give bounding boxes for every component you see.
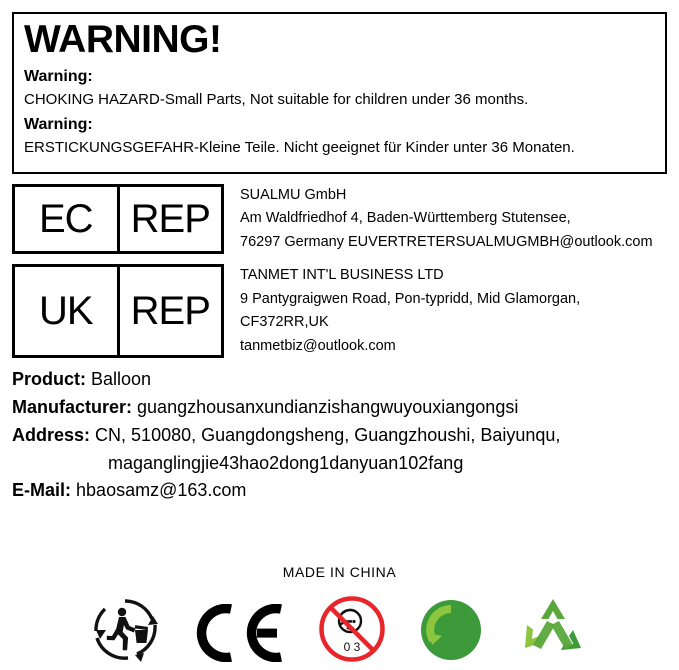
manufacturer-field [12, 394, 667, 421]
recycling-mobius-icon [517, 596, 589, 662]
ce-mark-icon [195, 604, 285, 662]
uk-rep-badge [12, 264, 224, 358]
warning-label-de: Warning: [24, 116, 93, 134]
compliance-symbols [0, 590, 679, 662]
green-dot-icon [419, 598, 483, 662]
uk-rep-line-2: 9 Pantygraigwen Road, Pon-typridd, Mid Glamorgan, CF372RR,UK [240, 290, 581, 331]
ec-rep-line-2: Am Waldfriedhof 4, Baden-Württemberg Stutensee, [240, 210, 571, 227]
email-value: hbaosamz@163.com [76, 480, 247, 501]
age-restriction-label: 0 3 [343, 640, 360, 654]
uk-rep-info [224, 264, 667, 358]
tidyman-icon [91, 596, 161, 662]
uk-rep-line-1: TANMET INT'L BUSINESS LTD [240, 267, 444, 284]
product-value: Balloon [91, 369, 152, 390]
product-field [12, 366, 667, 393]
uk-rep-badge-right: REP [130, 289, 210, 334]
ec-rep-badge-right: REP [130, 197, 210, 242]
address-value: CN, 510080, Guangdongsheng, Guangzhoushi, Baiyunqu, [95, 425, 561, 446]
address-value-line-2: maganglingjie43hao2dong1danyuan102fang [108, 453, 464, 474]
address-label: Address: [12, 425, 91, 446]
email-label: E-Mail: [12, 480, 72, 501]
email-field [12, 477, 667, 504]
address-field [12, 422, 667, 449]
warning-text-de: ERSTICKUNGSGEFAHR-Kleine Teile. Nicht geeignet für Kinder unter 36 Monaten. [24, 139, 575, 157]
manufacturer-value: guangzhousanxundianzishangwuyouxiangongsi [137, 397, 519, 418]
ec-rep-row [12, 184, 667, 254]
ec-rep-info [224, 184, 667, 254]
uk-rep-row [12, 264, 667, 358]
ec-rep-badge-left: EC [15, 187, 120, 251]
uk-rep-badge-left: UK [15, 267, 120, 355]
warning-label-en: Warning: [24, 67, 93, 85]
warning-text-en: CHOKING HAZARD-Small Parts, Not suitable for children under 36 months. [24, 90, 529, 108]
ec-rep-line-1: SUALMU GmbH [240, 186, 347, 203]
age-restriction-0-3-icon [319, 596, 385, 662]
manufacturer-label: Manufacturer: [12, 397, 133, 418]
warning-heading: WARNING! [24, 18, 222, 61]
uk-rep-line-3: tanmetbiz@outlook.com [240, 337, 396, 354]
product-label: Product: [12, 369, 86, 390]
warning-box [12, 12, 667, 174]
made-in-china-text: MADE IN CHINA [282, 564, 397, 580]
footer [0, 564, 679, 662]
ec-rep-line-3: 76297 Germany EUVERTRETERSUALMUGMBH@outlook.com [240, 233, 653, 250]
ec-rep-badge [12, 184, 224, 254]
product-details [12, 366, 667, 504]
